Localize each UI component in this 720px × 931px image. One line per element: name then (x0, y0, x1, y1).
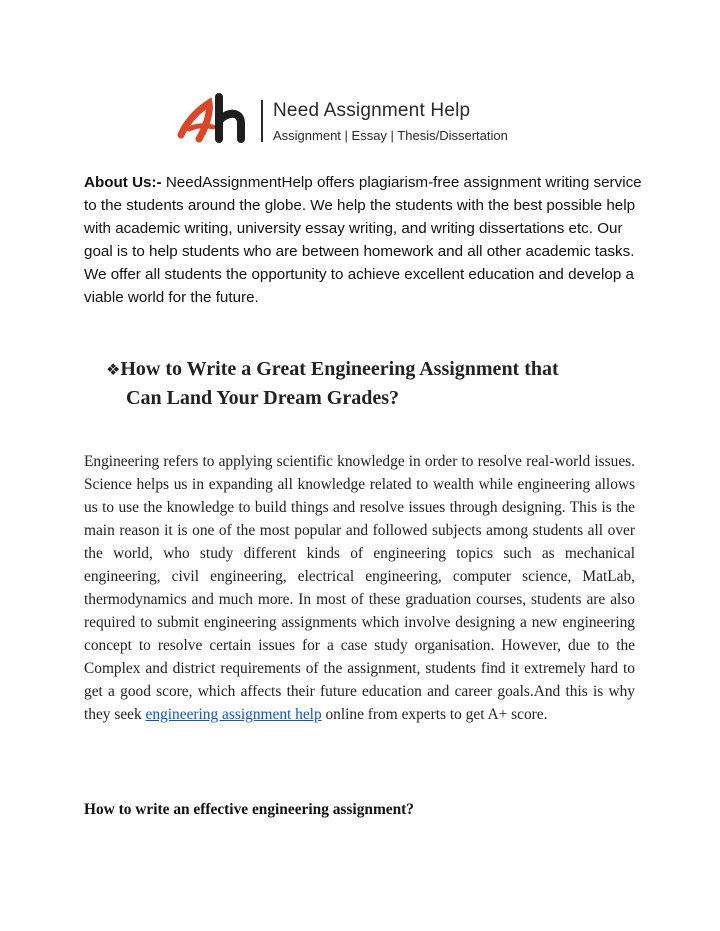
body-text-before-link: Engineering refers to applying scientific knowledge in order to resolve real-world issues. Science helps us in expanding all knowledge related to wealth while engineering allows us to use the knowledge to build things and resolve issues through designing. This is the main reason it is one of the most popular and followed subjects among students all over the world, who study different kinds of engineering topics such as mechanical engineering, civil engineering, electrical engineering, computer science, MatLab, thermodynamics and much more. In most of these graduation courses, students are also required to submit engineering assignments which involve designing a new engineering concept to resolve certain issues for a case study organisation. However, due to the Complex and district requirements of the assignment, students find it extremely hard to get a good score, which affects their future education and career goals.And this is why they seek (84, 453, 635, 723)
heading-line-1-text: How to Write a Great Engineering Assignment that (120, 358, 559, 380)
about-us-text: NeedAssignmentHelp offers plagiarism-free assignment writing service to the students around the globe. We help the students with the best possible help with academic writing, university essay writing, and writing dissertations etc. Our goal is to help students who are between homework and all other academic tasks. We offer all students the opportunity to achieve excellent education and develop a viable world for the future. (84, 174, 642, 306)
brand-logo (175, 85, 545, 157)
subheading: How to write an effective engineering assignment? (84, 801, 414, 818)
logo-divider (261, 100, 263, 142)
logo-text (273, 100, 508, 143)
logo-subtitle: Assignment | Essay | Thesis/Dissertation (273, 127, 508, 143)
engineering-assignment-help-link[interactable]: engineering assignment help (145, 706, 322, 723)
about-us-paragraph (84, 171, 644, 309)
logo-title: Need Assignment Help (273, 99, 471, 121)
body-text-after-link: online from experts to get A+ score. (321, 706, 548, 723)
body-paragraph (84, 450, 635, 726)
section-heading (106, 355, 626, 412)
heading-line-2: Can Land Your Dream Grades? (126, 387, 399, 409)
heading-line-1 (106, 355, 626, 384)
logo-mark-icon (175, 91, 255, 151)
diamond-bullet-icon: ❖ (106, 360, 121, 379)
about-us-label: About Us:- (84, 174, 162, 191)
